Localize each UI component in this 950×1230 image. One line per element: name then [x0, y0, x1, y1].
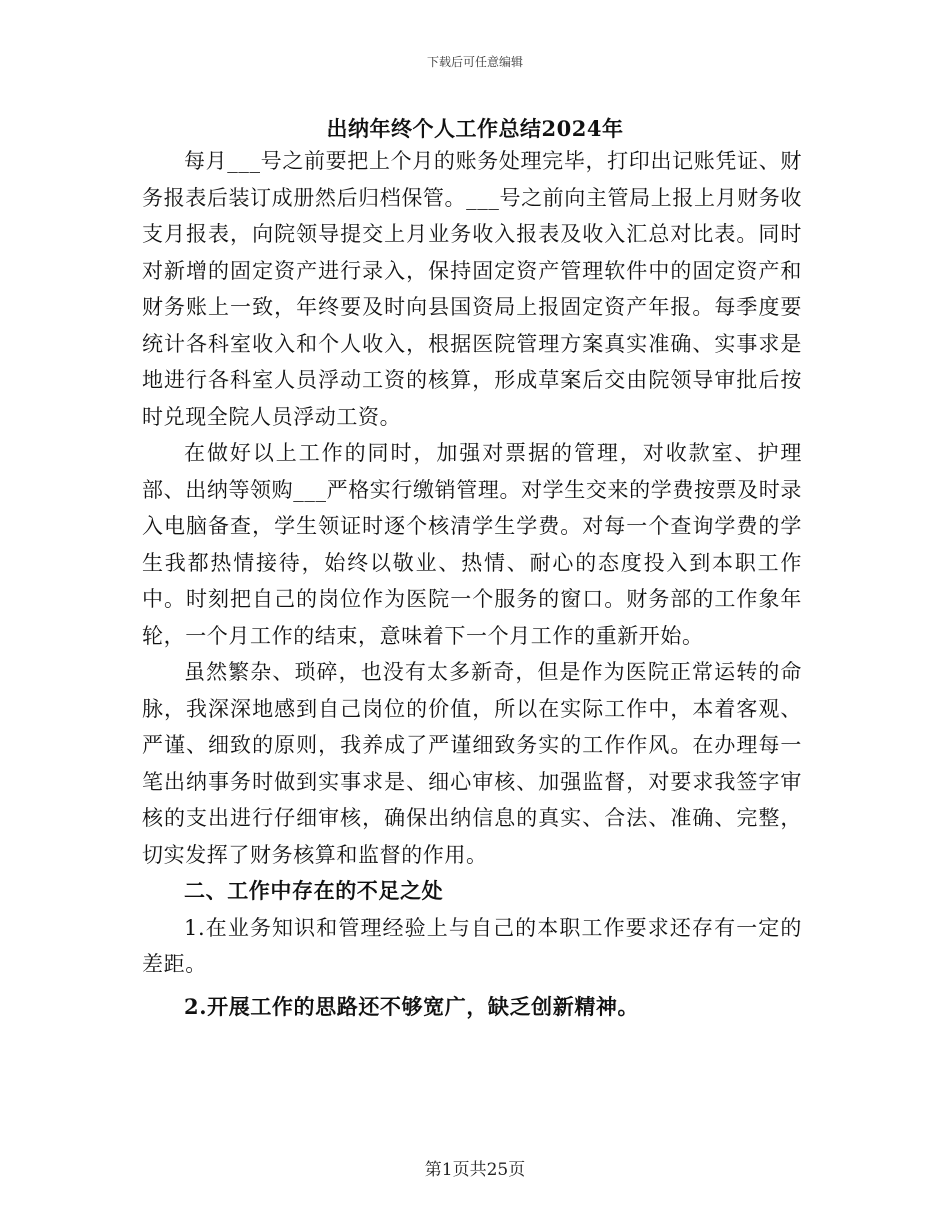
- section-heading: 二、工作中存在的不足之处: [184, 878, 444, 903]
- list-item: 2.开展工作的思路还不够宽广，缺乏创新精神。: [184, 993, 640, 1019]
- document-title: 出纳年终个人工作总结2024年: [326, 116, 624, 141]
- page-footer: 第1页共25页: [424, 1160, 526, 1180]
- paragraph: 虽然繁杂、琐碎，也没有太多新奇，但是作为医院正常运转的命脉，我深深地感到自己岗位的价值，所以在实际工作中，本着客观、严谨、细致的原则，我养成了严谨细致务实的工作作风。在办理每一笔出纳事务时做到实事求是、细心审核、加强监督，对要求我签字审核的支出进行仔细审核，确保出纳信息的真实、合法、准确、完整，切实发挥了财务核算和监督的作用。: [142, 660, 802, 867]
- paragraph: 在做好以上工作的同时，加强对票据的管理，对收款室、护理部、出纳等领购___严格实行缴销管理。对学生交来的学费按票及时录入电脑备查，学生领证时逐个核清学生学费。对每一个查询学费的学生我都热情接待，始终以敬业、热情、耐心的态度投入到本职工作中。时刻把自己的岗位作为医院一个服务的窗口。财务部的工作象年轮，一个月工作的结束，意味着下一个月工作的重新开始。: [142, 441, 802, 648]
- header-note: 下载后可任意编辑: [426, 55, 523, 69]
- paragraph: 每月___号之前要把上个月的账务处理完毕，打印出记账凭证、财务报表后装订成册然后归档保管。___号之前向主管局上报上月财务收支月报表，向院领导提交上月业务收入报表及收入汇总对比表。同时对新增的固定资产进行录入，保持固定资产管理软件中的固定资产和财务账上一致，年终要及时向县国资局上报固定资产年报。每季度要统计各科室收入和个人收入，根据医院管理方案真实准确、实事求是地进行各科室人员浮动工资的核算，形成草案后交由院领导审批后按时兑现全院人员浮动工资。: [142, 149, 802, 429]
- document-body: [142, 143, 802, 1025]
- list-item: 1.在业务知识和管理经验上与自己的本职工作要求还存有一定的差距。: [142, 915, 802, 976]
